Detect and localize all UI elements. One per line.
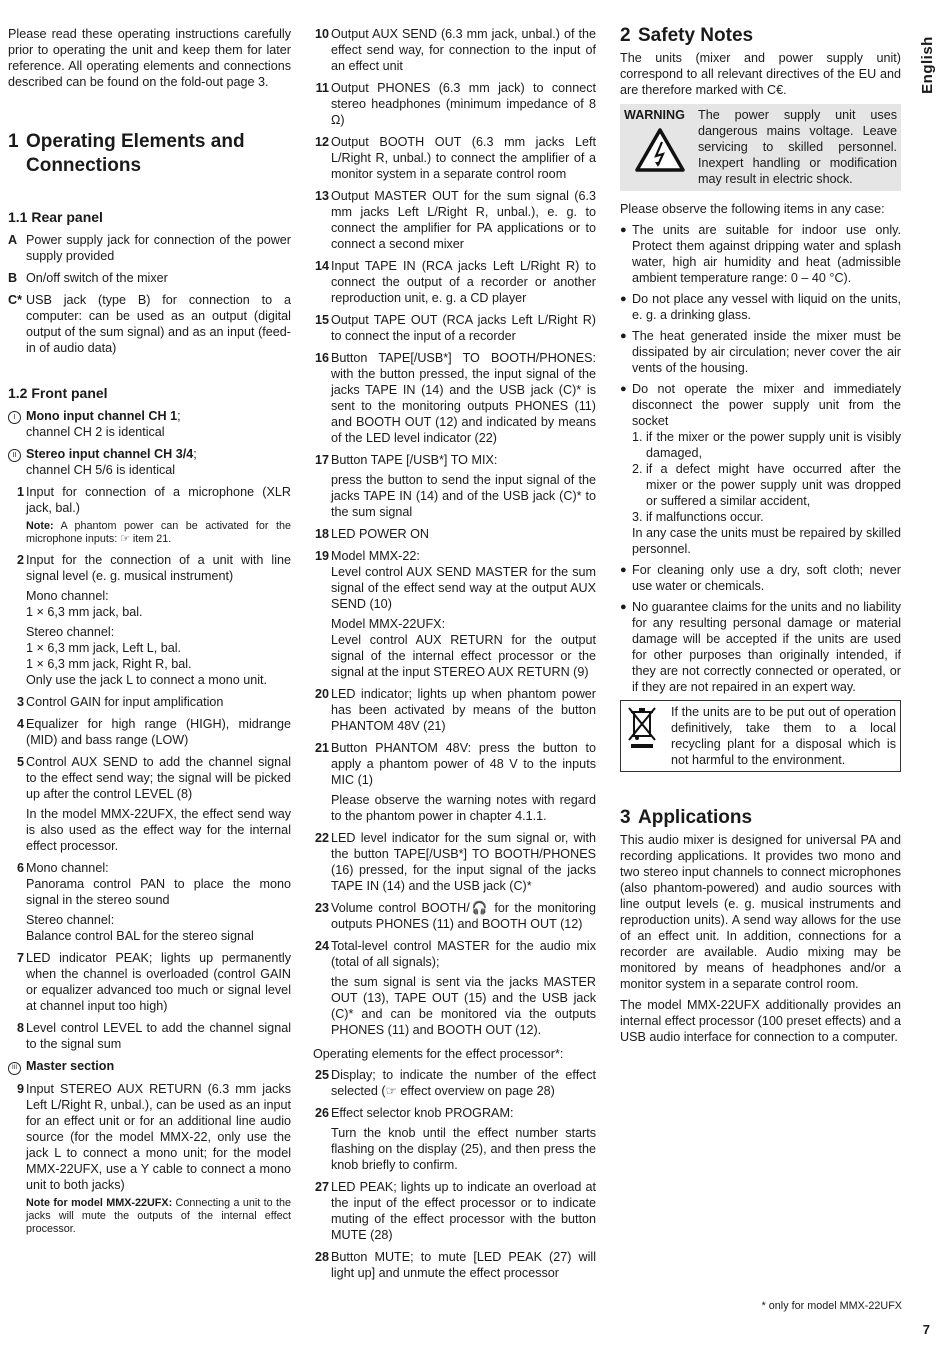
item-key: C*: [8, 293, 22, 307]
bullet-text: For cleaning only use a dry, soft cloth; never use water or chemicals.: [632, 563, 901, 593]
front-item-3: 3 Control GAIN for input amplification: [8, 694, 291, 710]
item-14: 14 Input TAPE IN (RCA jacks Left L/Right R) to connect the output of a recorder or another reproduction unit, e. g. a CD player: [314, 259, 596, 305]
item-10: 10 Output AUX SEND (6.3 mm jack, unbal.) of the effect send way, for connection to the input of an effect unit: [314, 27, 596, 73]
item-28: 28 Button MUTE; to mute [LED PEAK (27) will light up] and unmute the effect processor: [314, 1250, 596, 1280]
front-item-7: 7 LED indicator PEAK; lights up permanently when the channel is overloaded (control GAIN or equalizer advanced too much or signal level at channel input too high): [16, 951, 291, 1013]
item-text: Level control LEVEL to add the channel signal to the signal sum: [26, 1021, 291, 1051]
spec-heading: Mono channel:: [26, 589, 109, 603]
safety-bullet: ● For cleaning only use a dry, soft cloth; never use water or chemicals.: [620, 563, 901, 593]
item-text: LED POWER ON: [331, 527, 429, 541]
item-text: Input for connection of a microphone (XLR jack, bal.): [26, 485, 291, 515]
item-text: Power supply jack for connection of the power supply provided: [26, 233, 291, 263]
item-27: 27 LED PEAK; lights up to indicate an overload at the input of the effect processor or to indicate muting of the effect processor with the button MUTE (28): [314, 1180, 596, 1242]
item-text-extra: Please observe the warning notes with regard to the phantom power in chapter 4.1.1.: [331, 793, 596, 823]
column-1: [8, 26, 291, 1242]
item-19: 19 Model MMX-22: Level control AUX SEND MASTER for the sum signal of the effect send way at the output AUX SEND (10) Model MMX-22UFX: Level control AUX RETURN for the output signal of the internal effect processor or the signal at the input STEREO AUX RETURN (9): [314, 549, 596, 679]
item-text: Output BOOTH OUT (6.3 mm jacks Left L/Right R, unbal.) to connect the amplifier of a monitor system in a separate control room: [331, 135, 596, 181]
high-voltage-warning-icon: [634, 127, 686, 173]
item-text: Output TAPE OUT (RCA jacks Left L/Right R) to connect the input of a recorder: [331, 313, 596, 343]
item-20: 20 LED indicator; lights up when phantom power has been activated by means of the button PHANTOM 48V (21): [314, 687, 596, 733]
item-text-extra: In the model MMX-22UFX, the effect send way is also used as the effect way for the internal effect processor.: [26, 807, 291, 853]
note-label: Note:: [26, 520, 54, 532]
model-text: Level control AUX RETURN for the output signal of the internal effect processor or the signal at the input STEREO AUX RETURN (9): [331, 633, 596, 679]
safety-bullet: ● Do not operate the mixer and immediately disconnect the power supply unit from the socket 1. if the mixer or the power supply unit is visibly damaged, 2. if a defect might have occurred after the mixer or the power supply unit was dropped or suffered a similar accident, 3. if malfunctions occur. In any case the units must be repaired by skilled personnel.: [620, 382, 901, 556]
item-18: 18 LED POWER ON: [313, 526, 596, 542]
item-text: Total-level control MASTER for the audio mix (total of all signals);: [331, 939, 596, 969]
item-22: 22 LED level indicator for the sum signal or, with the button TAPE[/USB*] TO BOOTH/PHONES (16) pressed, for the input signal of the jacks TAPE IN (14) and the USB jack (C)*: [314, 831, 596, 893]
front-item-2: 2 Input for the connection of a unit with line signal level (e. g. musical instrument) Mono channel: 1 × 6,3 mm jack, bal. Stereo channel: 1 × 6,3 mm jack, Left L, bal. 1 × 6,3 mm jack, Right R, bal. Only use the jack L to connect a mono unit.: [16, 553, 291, 687]
section-note: channel CH 5/6 is identical: [26, 463, 176, 477]
section-3-heading: [620, 806, 901, 830]
spec-line: 1 × 6,3 mm jack, bal.: [26, 605, 143, 619]
front-section-master: [8, 1058, 291, 1075]
item-13: 13 Output MASTER OUT for the sum signal (6.3 mm jacks Left L/Right R, unbal.), e. g. to connect the amplifier for PA applications or to connect a second mixer: [314, 189, 596, 251]
bullet-text: Do not operate the mixer and immediately disconnect the power supply unit from the socket: [632, 382, 901, 428]
front-panel-heading: 1.2 Front panel: [8, 385, 108, 401]
applications-paragraph: This audio mixer is designed for universal PA and recording applications. It provides two mono and two stereo input channels to connect microphones (also phantom-powered) and audio sources with line output levels (e. g. musical instruments and reproduction units). A send way allows for the use of an effect unit. In addition, connections for a recorder are available. Audio mixing may be monitored by means of headphones and/or a monitor system in a separate control room.: [620, 833, 901, 991]
observe-intro: Please observe the following items in any case:: [620, 202, 885, 216]
note-text: Connecting a unit to the jacks will mute the outputs of the internal effect processor.: [26, 1197, 291, 1235]
item-text: LED level indicator for the sum signal or, with the button TAPE[/USB*] TO BOOTH/PHONES (16) pressed, for the input signal of the jacks TAPE IN (14) and the USB jack (C)*: [331, 831, 596, 893]
item-17: 17 Button TAPE [/USB*] TO MIX: press the button to send the input signal of the jacks TAPE IN (14) and of the USB jack (C)* to the sum signal: [314, 453, 596, 519]
sub-item-text: if a defect might have occurred after the mixer or the power supply unit was dropped or suffered a similar accident,: [646, 462, 901, 508]
language-tab: [913, 28, 943, 102]
section-ii-marker: II: [8, 449, 21, 462]
section-1-number: 1: [8, 131, 19, 152]
front-section-mono: [8, 408, 291, 440]
item-text: Input TAPE IN (RCA jacks Left L/Right R) to connect the output of a recorder or another reproduction unit, e. g. a CD player: [331, 259, 596, 305]
safety-bullet: ● The heat generated inside the mixer must be dissipated by air circulation; never cover the air vents of the housing.: [620, 329, 901, 375]
section-title: Stereo input channel CH 3/4: [26, 447, 194, 461]
item-key: A: [8, 233, 18, 247]
rear-item-b: [8, 270, 291, 286]
column-3: [620, 26, 901, 1050]
footnote: * only for model MMX-22UFX: [761, 1300, 902, 1312]
model-heading: Model MMX-22:: [331, 549, 420, 563]
item-text: LED PEAK; lights up to indicate an overload at the input of the effect processor or to indicate muting of the effect processor with the button MUTE (28): [331, 1180, 596, 1242]
item-text: Control GAIN for input amplification: [26, 695, 224, 709]
warning-text: The power supply unit uses dangerous mains voltage. Leave servicing to skilled personnel. Inexpert handling or modification may result in electric shock.: [698, 108, 897, 186]
safety-intro: The units (mixer and power supply unit) correspond to all relevant directives of the EU and are therefore marked with C€.: [620, 51, 901, 97]
spec-heading: Stereo channel:: [26, 913, 115, 927]
spec-heading: Mono channel:: [26, 861, 109, 875]
front-item-8: 8 Level control LEVEL to add the channel signal to the signal sum: [16, 1021, 291, 1051]
item-24: 24 Total-level control MASTER for the audio mix (total of all signals); the sum signal is sent via the jacks MASTER OUT (13), TAPE OUT (15) and the USB jack (C)* and can be monitored via the outputs PHONES (11) and BOOTH OUT (12).: [314, 939, 596, 1037]
intro-paragraph: Please read these operating instructions carefully prior to operating the unit and keep them for later reference. All operating elements and connections described can be found on the fold-out page 3.: [8, 27, 291, 89]
spec-line: 1 × 6,3 mm jack, Left L, bal.: [26, 641, 182, 655]
section-title: Master section: [26, 1059, 115, 1073]
item-text: USB jack (type B) for connection to a computer: can be used as an output (digital output of the sum signal) and as an input (feed-in of audio data): [26, 293, 291, 355]
section-iii-marker: III: [8, 1062, 21, 1075]
bullet-text: The units are suitable for indoor use only. Protect them against dripping water and splash water, high air humidity and heat (admissible ambient temperature range: 0 – 40 °C).: [632, 223, 901, 285]
stereo-channel-spec: [26, 624, 291, 688]
spec-line: 1 × 6,3 mm jack, Right R, bal.: [26, 657, 192, 671]
item-text: Button TAPE [/USB*] TO MIX:: [331, 453, 498, 467]
front-item-6: 6 Mono channel: Panorama control PAN to place the mono signal in the stereo sound Stereo channel: Balance control BAL for the stereo signal: [16, 861, 291, 943]
note-label: Note for model MMX-22UFX:: [26, 1197, 173, 1209]
front-item-9: 9 Input STEREO AUX RETURN (6.3 mm jacks Left L/Right R, unbal.), can be used as an input for an effect unit or for an additional line audio source (for the model MMX-22, only use the jack L to connect a mono unit; for the model MMX-22UFX, use a Y cable to connect a mono unit to both jacks) Note for model MMX-22UFX: Connecting a unit to the jacks will mute the outputs of the internal effect processor.: [16, 1082, 291, 1235]
column-2: [313, 26, 596, 1287]
bullet-text-extra: In any case the units must be repaired by skilled personnel.: [632, 526, 901, 556]
section-2-number: 2: [620, 25, 631, 46]
item-text: Control AUX SEND to add the channel signal to the effect send way; the signal will be picked up after the control LEVEL (8): [26, 755, 291, 801]
sub-item: 1. if the mixer or the power supply unit is visibly damaged,: [632, 430, 901, 460]
item-text: Effect selector knob PROGRAM:: [331, 1106, 514, 1120]
item-text: Output MASTER OUT for the sum signal (6.3 mm jacks Left L/Right R, unbal.), e. g. to connect the amplifier for PA applications or to connect a second mixer: [331, 189, 596, 251]
section-punct: ;: [177, 409, 181, 423]
rear-item-a: [8, 232, 291, 264]
item-11: 11 Output PHONES (6.3 mm jack) to connect stereo headphones (minimum impedance of 8 Ω): [315, 81, 596, 127]
item-text: Display; to indicate the number of the effect selected (☞ effect overview on page 28): [331, 1068, 596, 1098]
mono-channel-spec: [26, 588, 291, 620]
item-text: Button TAPE[/USB*] TO BOOTH/PHONES: with the button pressed, the input signal of the jacks TAPE IN (14) and the USB jack (C)* is sent to the monitoring outputs PHONES (11) and BOOTH OUT (12) and indicated by means of the LED level indicator (22): [331, 351, 596, 445]
item-23: 23 Volume control BOOTH/🎧 for the monitoring outputs PHONES (11) and BOOTH OUT (12): [314, 901, 596, 931]
effect-processor-intro: Operating elements for the effect processor*:: [313, 1047, 564, 1061]
item-text: Output PHONES (6.3 mm jack) to connect stereo headphones (minimum impedance of 8 Ω): [331, 81, 596, 127]
applications-paragraph-2: The model MMX-22UFX additionally provides an internal effect processor (100 preset effects) and a USB audio interface for connection to a computer.: [620, 998, 901, 1044]
item-16: 16 Button TAPE[/USB*] TO BOOTH/PHONES: with the button pressed, the input signal of the jacks TAPE IN (14) and the USB jack (C)* is sent to the monitoring outputs PHONES (11) and BOOTH OUT (12) and indicated by means of the LED level indicator (22): [314, 351, 596, 445]
front-section-stereo: [8, 446, 291, 478]
sub-item-text: if the mixer or the power supply unit is visibly damaged,: [646, 430, 901, 460]
section-3-title: Applications: [638, 807, 753, 828]
section-3-number: 3: [620, 807, 631, 828]
section-title: Mono input channel CH 1: [26, 409, 178, 423]
item-text: Input STEREO AUX RETURN (6.3 mm jacks Left L/Right R, unbal.), can be used as an input for an effect unit or for an additional line audio source (for the model MMX-22, only use the jack L to connect a mono unit; for the model MMX-22UFX, use a Y cable to connect a mono unit to both jacks): [26, 1082, 291, 1192]
page-number: 7: [922, 1322, 930, 1337]
safety-bullet: ● Do not place any vessel with liquid on the units, e. g. a drinking glass.: [620, 292, 901, 322]
section-1-heading: [8, 130, 291, 178]
bullet-text: The heat generated inside the mixer must be dissipated by air circulation; never cover the air vents of the housing.: [632, 329, 901, 375]
item-text-extra: the sum signal is sent via the jacks MASTER OUT (13), TAPE OUT (15) and the USB jack (C)* and can be monitored via the outputs PHONES (11) and BOOTH OUT (12).: [331, 975, 596, 1037]
section-1-title: Operating Elements and Connections: [26, 131, 245, 176]
front-item-5: 5 Control AUX SEND to add the channel signal to the effect send way; the signal will be picked up after the control LEVEL (8) In the model MMX-22UFX, the effect send way is also used as the effect way for the internal effect processor.: [16, 755, 291, 853]
spec-line: Only use the jack L to connect a mono unit.: [26, 673, 268, 687]
disposal-text: If the units are to be put out of operation definitively, take them to a local recycling plant for a disposal which is not harmful to the environment.: [671, 705, 896, 767]
language-label: English: [919, 36, 936, 94]
sub-item: 2. if a defect might have occurred after the mixer or the power supply unit was dropped or suffered a similar accident,: [632, 462, 901, 508]
disposal-box: [620, 700, 901, 772]
item-key: B: [8, 271, 18, 285]
front-item-4: 4 Equalizer for high range (HIGH), midrange (MID) and bass range (LOW): [16, 717, 291, 747]
front-item-1: 1 Input for connection of a microphone (XLR jack, bal.) Note: A phantom power can be activated for the microphone inputs: ☞ item 21.: [16, 485, 291, 545]
item-text: Input for the connection of a unit with line signal level (e. g. musical instrument): [26, 553, 291, 583]
rear-panel-heading: 1.1 Rear panel: [8, 209, 103, 225]
item-text: Button PHANTOM 48V: press the button to apply a phantom power of 48 V to the inputs MIC (1): [331, 741, 596, 787]
spec-line: Balance control BAL for the stereo signal: [26, 929, 254, 943]
section-2-title: Safety Notes: [638, 25, 754, 46]
note-text: A phantom power can be activated for the microphone inputs: ☞ item 21.: [26, 520, 291, 545]
model-text: Level control AUX SEND MASTER for the sum signal of the effect send way at the output AUX SEND (10): [331, 565, 596, 611]
item-text: Volume control BOOTH/🎧 for the monitoring outputs PHONES (11) and BOOTH OUT (12): [331, 901, 596, 931]
sub-item: 3. if malfunctions occur.: [632, 509, 901, 525]
item-text-extra: Turn the knob until the effect number starts flashing on the display (25), and then press the knob briefly to confirm.: [331, 1126, 596, 1172]
warning-label: WARNING: [624, 108, 685, 122]
section-punct: ;: [193, 447, 197, 461]
item-note: [26, 520, 291, 546]
safety-bullet: ● No guarantee claims for the units and no liability for any resulting personal damage or material damage will be accepted if the units are used for other purposes than originally intended, if they are not correctly connected or operated, or if they are not repaired in an expert way.: [620, 600, 901, 694]
item-note: [26, 1197, 291, 1236]
item-text: Equalizer for high range (HIGH), midrange (MID) and bass range (LOW): [26, 717, 291, 747]
item-text: LED indicator PEAK; lights up permanently when the channel is overloaded (control GAIN or equalizer advanced too much or signal level at channel input too high): [26, 951, 291, 1013]
item-text: On/off switch of the mixer: [26, 271, 168, 285]
item-text: LED indicator; lights up when phantom power has been activated by means of the button PHANTOM 48V (21): [331, 687, 596, 733]
item-15: 15 Output TAPE OUT (RCA jacks Left L/Right R) to connect the input of a recorder: [314, 313, 596, 343]
spec-line: Panorama control PAN to place the mono signal in the stereo sound: [26, 877, 291, 907]
item-text: Button MUTE; to mute [LED PEAK (27) will light up] and unmute the effect processor: [331, 1250, 596, 1280]
safety-bullet: ● The units are suitable for indoor use only. Protect them against dripping water and splash water, high air humidity and heat (admissible ambient temperature range: 0 – 40 °C).: [620, 223, 901, 285]
section-i-marker: I: [8, 411, 21, 424]
item-25: 25 Display; to indicate the number of the effect selected (☞ effect overview on page 28): [314, 1068, 596, 1098]
item-26: 26 Effect selector knob PROGRAM: Turn the knob until the effect number starts flashing on the display (25), and then press the knob briefly to confirm.: [314, 1106, 596, 1172]
section-2-heading: [620, 24, 901, 48]
warning-box: [620, 104, 901, 191]
bullet-text: Do not place any vessel with liquid on the units, e. g. a drinking glass.: [632, 292, 901, 322]
item-12: 12 Output BOOTH OUT (6.3 mm jacks Left L/Right R, unbal.) to connect the amplifier of a monitor system in a separate control room: [314, 135, 596, 181]
rear-item-c: [8, 292, 291, 356]
crossed-bin-icon: [625, 704, 659, 750]
item-text: Output AUX SEND (6.3 mm jack, unbal.) of the effect send way, for connection to the input of an effect unit: [331, 27, 596, 73]
item-text-extra: press the button to send the input signal of the jacks TAPE IN (14) and of the USB jack (C)* to the sum signal: [331, 473, 596, 519]
sub-item-text: if malfunctions occur.: [646, 510, 764, 524]
bullet-text: No guarantee claims for the units and no liability for any resulting personal damage or material damage will be accepted if the units are used for other purposes than originally intended, if they are not correctly connected or operated, or if they are not repaired in an expert way.: [632, 600, 901, 694]
section-note: channel CH 2 is identical: [26, 425, 165, 439]
model-heading: Model MMX-22UFX:: [331, 617, 446, 631]
spec-heading: Stereo channel:: [26, 625, 115, 639]
item-21: 21 Button PHANTOM 48V: press the button to apply a phantom power of 48 V to the inputs MIC (1) Please observe the warning notes with regard to the phantom power in chapter 4.1.1.: [314, 741, 596, 823]
